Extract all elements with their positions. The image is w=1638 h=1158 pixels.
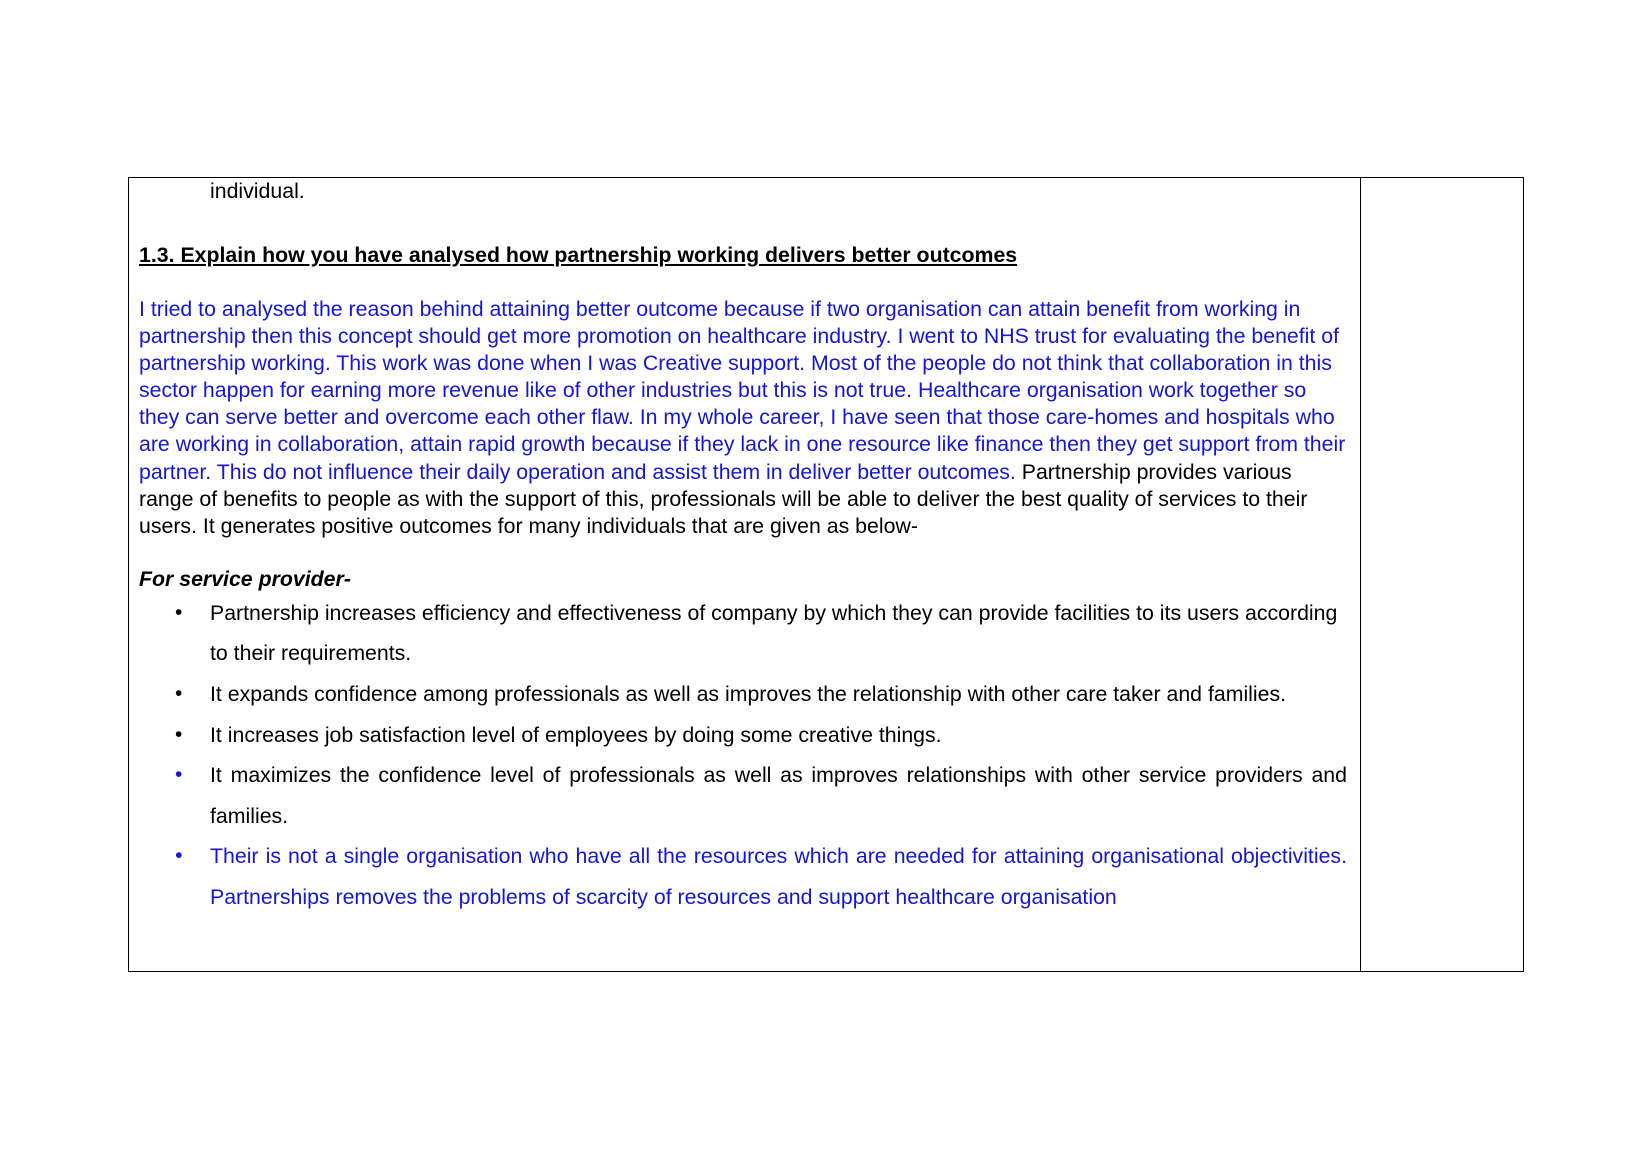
list-item-text: It increases job satisfaction level of employees by doing some creative things. (210, 722, 942, 747)
continued-text: individual. (210, 179, 305, 203)
list-item-text: It expands confidence among professionals as well as improves the relationship with other care taker and families. (210, 682, 1287, 707)
table-column-divider (1360, 178, 1361, 971)
bullet-icon: • (175, 844, 183, 868)
paragraph-black-text: Partnership provides various range of benefits to people as with the support of this, professionals will be able to deliver the best quality of services to their users. It generates positive outcomes for many individuals that are given as below- (139, 459, 1308, 538)
section-heading: 1.3. Explain how you have analysed how partnership working delivers better outcomes (139, 243, 1018, 267)
benefits-list (139, 593, 1347, 918)
bullet-icon: • (175, 722, 183, 746)
list-item-text: Their is not a single organisation who have all the resources which are needed for attaining organisational objectivities. Partnerships removes the problems of scarcity of resources and support healthcare organisation (210, 844, 1347, 909)
paragraph-blue-text: I tried to analysed the reason behind attaining better outcome because if two organisation can attain benefit from working in partnership then this concept should get more promotion on healthcare industry. I went to NHS trust for evaluating the benefit of partnership working. This work was done when I was Creative support. Most of the people do not think that collaboration in this sector happen for earning more revenue like of other industries but this is not true. Healthcare organisation work together so they can serve better and overcome each other flaw. In my whole career, I have seen that those care-homes and hospitals who are working in collaboration, attain rapid growth because if they lack in one resource like finance then they get support from their partner. This do not influence their daily operation and assist them in deliver better outcomes. (139, 297, 1346, 484)
list-item (139, 836, 1347, 917)
bullet-icon: • (175, 600, 183, 624)
list-item-text: It maximizes the confidence level of professionals as well as improves relationships with other service providers and families. (210, 763, 1347, 828)
document-table (128, 177, 1524, 972)
list-item (139, 755, 1347, 836)
bullet-icon: • (175, 763, 183, 787)
list-item-text: Partnership increases efficiency and effectiveness of company by which they can provide facilities to its users according to their requirements. (210, 600, 1338, 666)
list-item (139, 674, 1347, 715)
list-item (139, 593, 1347, 674)
bullet-icon: • (175, 682, 183, 706)
list-item (139, 715, 1347, 756)
body-paragraph (139, 296, 1347, 540)
table-main-cell (139, 178, 1347, 918)
subheading-service-provider: For service provider- (139, 566, 351, 591)
